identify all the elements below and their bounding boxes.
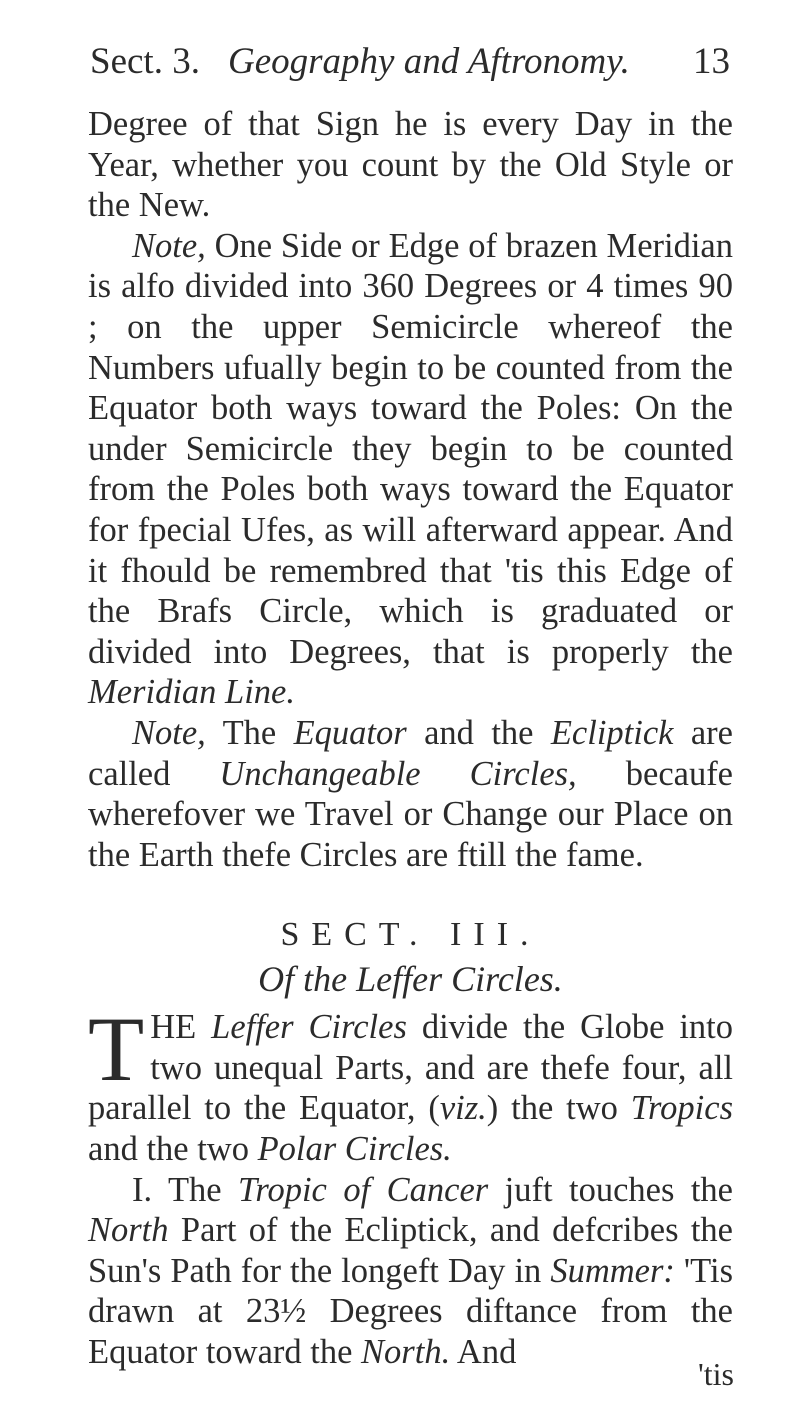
north-term-2: North. xyxy=(361,1333,451,1372)
paragraph-continuation xyxy=(88,104,733,226)
note-label: Note, xyxy=(132,226,206,265)
paragraph-tropic-cancer xyxy=(88,1170,733,1373)
summer-term: Summer: xyxy=(550,1251,675,1290)
tropics-term: Tropics xyxy=(630,1089,734,1128)
note-label: Note, xyxy=(132,713,206,752)
paragraph-leffer-circles xyxy=(88,998,734,1169)
paragraph-text: And xyxy=(450,1333,517,1372)
ecliptick-term: Ecliptick xyxy=(550,713,674,752)
section-heading: SECT. III. xyxy=(280,916,541,954)
paragraph-text: juft touches the xyxy=(488,1170,733,1209)
paragraph-text: and the xyxy=(406,713,551,752)
catchword: 'tis xyxy=(698,1356,734,1392)
paragraph-text: and the two xyxy=(88,1130,258,1169)
paragraph-text: The xyxy=(205,713,294,752)
paragraph-text: 'Tis drawn at 23½ Degrees diftance from the Equator toward the xyxy=(88,1251,733,1372)
running-title: Geography and Aftronomy. xyxy=(228,41,630,82)
meridian-line-term: Meridian Line. xyxy=(88,673,295,712)
paragraph-text: HE xyxy=(150,1008,212,1047)
page-number: 13 xyxy=(693,41,730,82)
paragraph-text: I. The xyxy=(132,1170,239,1209)
paragraph-text: becaufe wherefover we Travel or Change our Place on the Earth thefe Circles are ftill the fame. xyxy=(88,754,733,874)
equator-term: Equator xyxy=(293,713,407,752)
paragraph-text: Degree of that Sign he is every Day in the Year, whether you count by the Old Style or the New. xyxy=(88,105,733,225)
page-body xyxy=(88,104,733,1373)
leffer-circles-term: Leffer Circles xyxy=(211,1008,407,1047)
paragraph-text: Part of the Ecliptick, and defcribes the Sun's Path for the longeft Day in xyxy=(88,1211,733,1290)
drop-capital: T xyxy=(88,998,145,1101)
unchangeable-term: Unchangeable Circles, xyxy=(219,754,577,793)
section-label: Sect. 3. xyxy=(90,41,200,82)
paragraph-note-meridian xyxy=(88,226,733,713)
paragraph-text: One Side or Edge of brazen Meridian is alfo divided into 360 Degrees or 4 times 90 ; on the upper Semicircle whereof the Numbers ufually begin to be counted from the Equator both ways toward the Poles: On the under Semicircle they begin to be counted from the Poles both ways toward the Equator for fpecial Ufes, as will afterward appear. And it fhould be remembred that 'tis this Edge of the Brafs Circle, which is graduated or divided into Degrees, that is properly the xyxy=(88,226,733,671)
paragraph-text: ) the two xyxy=(486,1089,631,1128)
paragraph-note-unchangeable xyxy=(88,713,733,875)
section-title: Of the Leffer Circles. xyxy=(258,959,563,1000)
polar-circles-term: Polar Circles. xyxy=(257,1130,452,1169)
paragraph-text: divide the Globe into two unequal Parts, and are thefe four, all parallel to the Equator, ( xyxy=(88,1008,733,1128)
north-term: North xyxy=(88,1211,169,1250)
running-header xyxy=(90,40,730,90)
viz-term: viz. xyxy=(439,1089,487,1128)
paragraph-text: are called xyxy=(88,713,733,793)
tropic-cancer-term: Tropic of Cancer xyxy=(238,1170,489,1209)
